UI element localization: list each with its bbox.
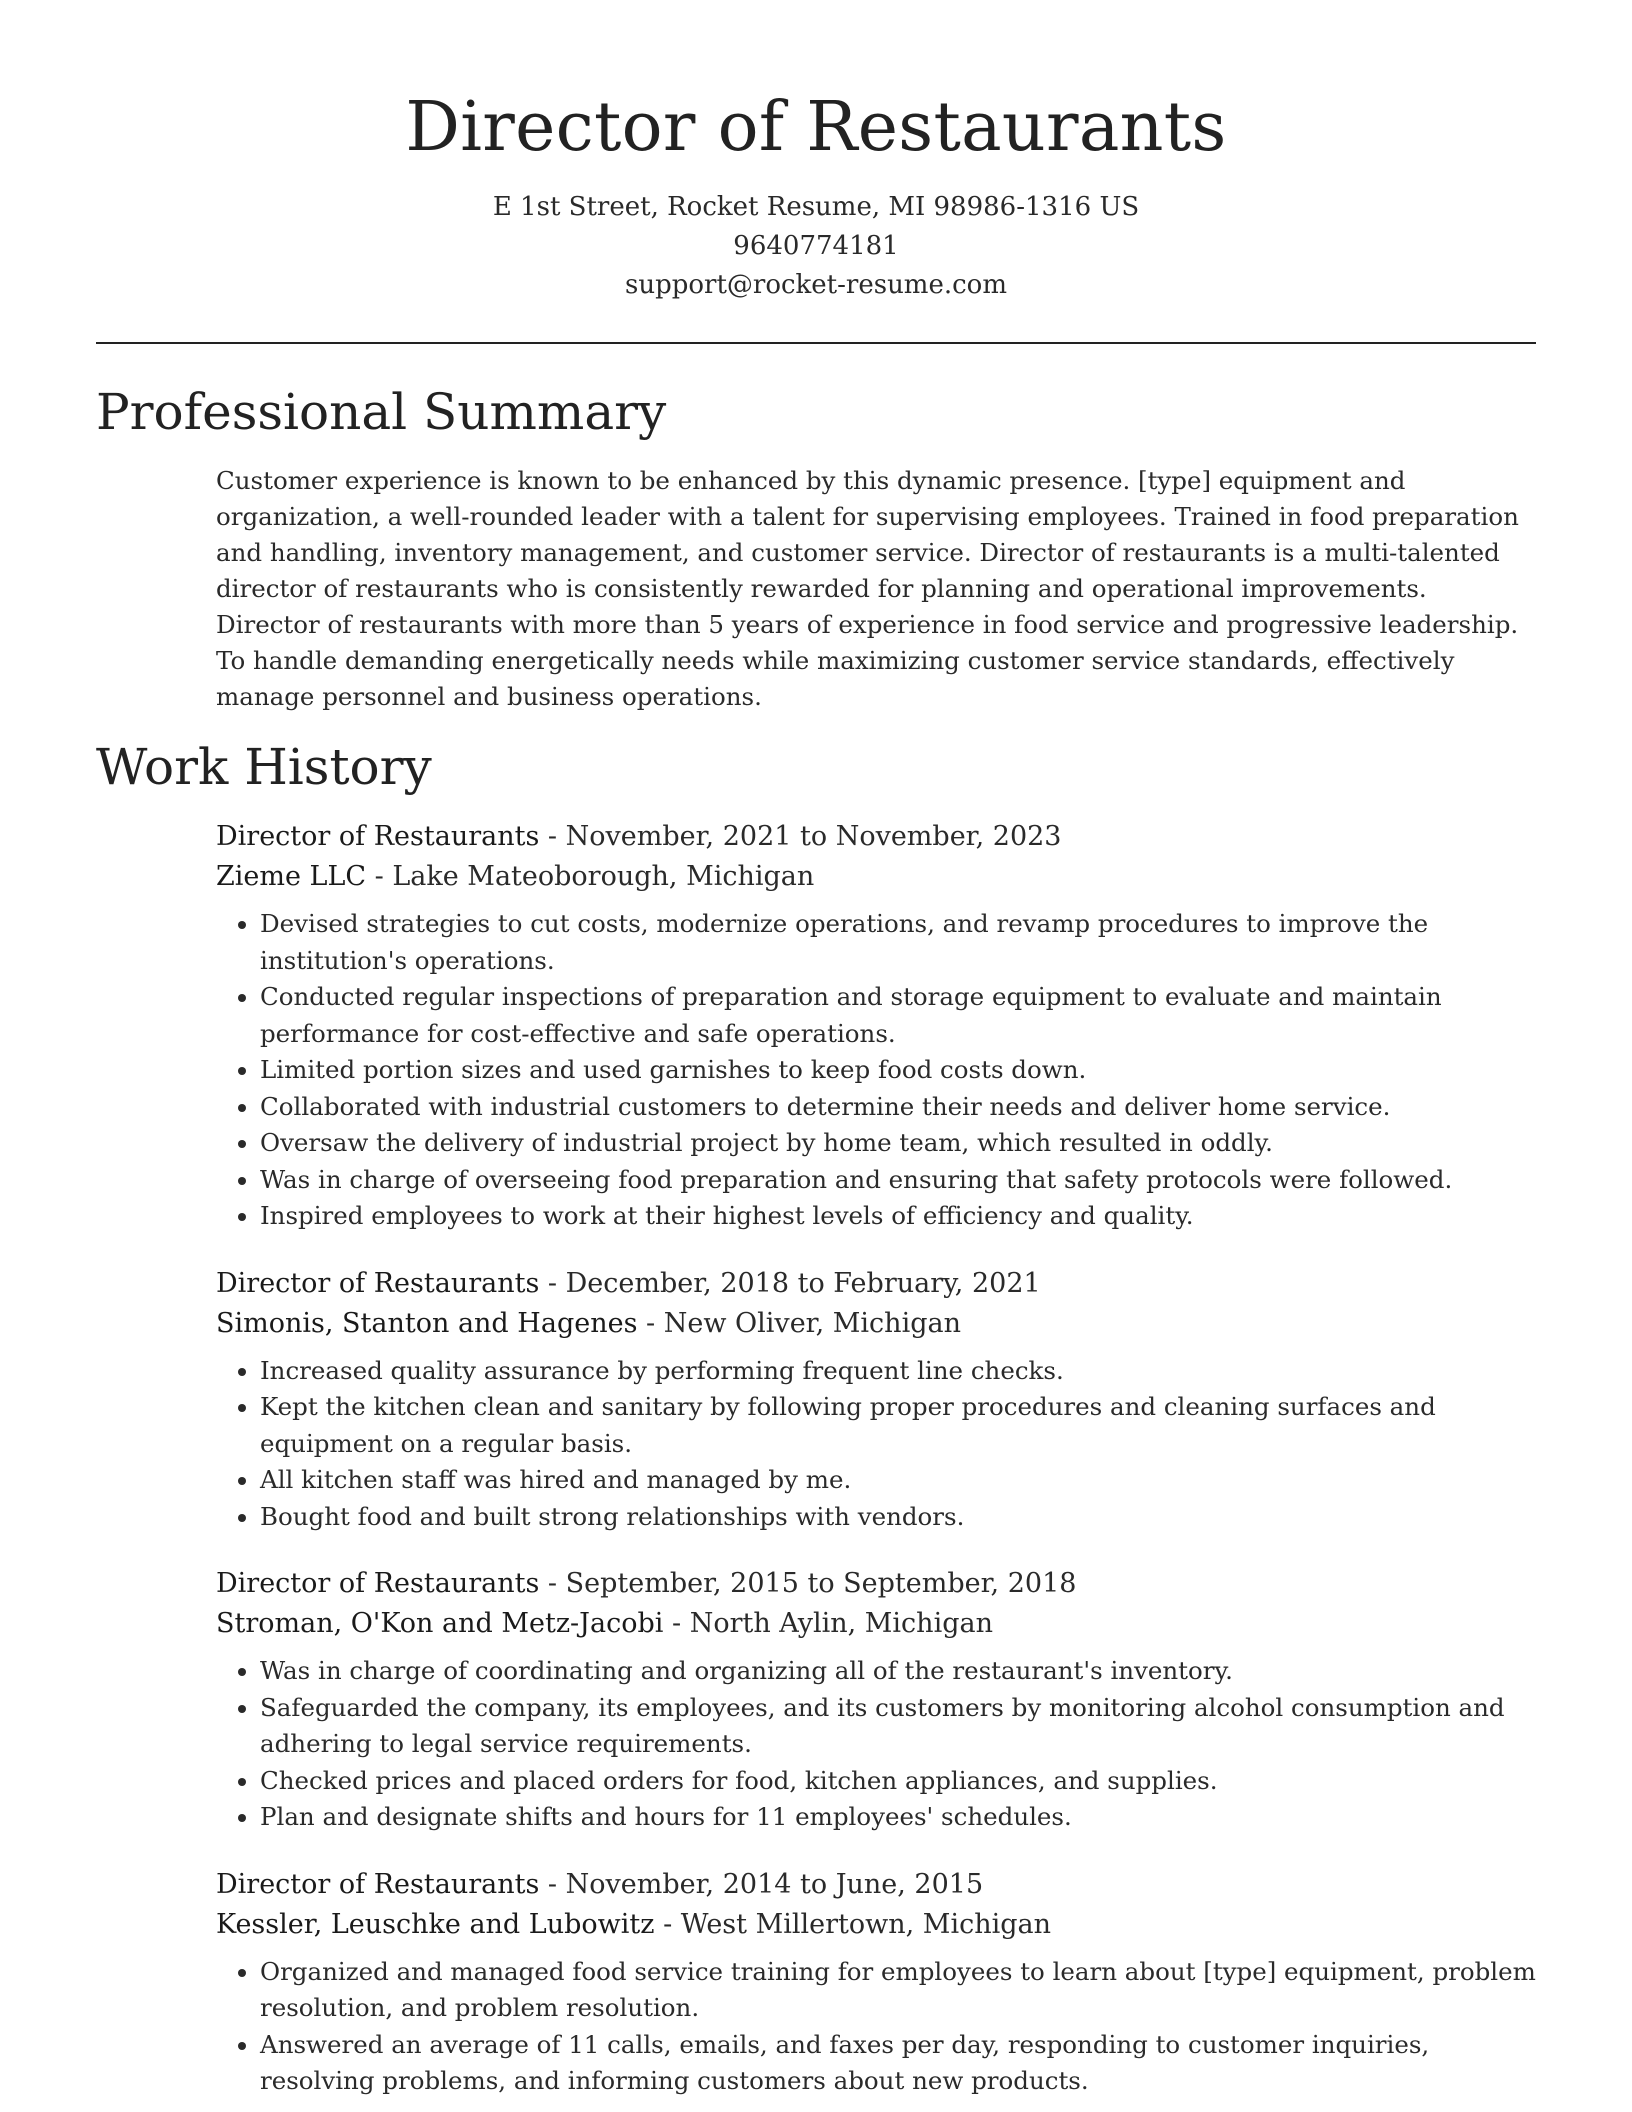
job-bullet: • Inspired employees to work at their highest levels of efficiency and quality. [260,1198,1536,1235]
contact-address: E 1st Street, Rocket Resume, MI 98986-1316 US [492,192,1140,222]
job-company-line [216,1304,1536,1344]
job-title-line [216,1865,1536,1905]
job-title: Director of Restaurants [216,821,540,852]
job-bullet: • Devised strategies to cut costs, modernize operations, and revamp procedures to improve the institution's operations. [260,906,1536,979]
job-bullet: • Kept the kitchen clean and sanitary by following proper procedures and cleaning surfaces and equipment on a regular basis. [260,1389,1536,1462]
job-separator: - [663,1608,690,1639]
job-entry [216,1264,1536,1536]
job-company: Zieme LLC [216,861,367,892]
job-bullet: • Was in charge of overseeing food preparation and ensuring that safety protocols were followed. [260,1162,1536,1199]
work-history-list [216,817,1536,2112]
job-bullet: • Limited portion sizes and used garnishes to keep food costs down. [260,1052,1536,1089]
summary-heading: Professional Summary [96,383,667,441]
job-title-line [216,1564,1536,1604]
job-bullet: • Was in charge of coordinating and organizing all of the restaurant's inventory. [260,1653,1536,1690]
job-bullet: • Checked prices and placed orders for food, kitchen appliances, and supplies. [260,1763,1536,1800]
resume-header [96,80,1536,305]
job-title: Director of Restaurants [216,1267,540,1299]
job-location: North Aylin, Michigan [689,1608,993,1639]
job-bullet-list [216,906,1536,1235]
job-separator: - [366,861,393,892]
job-location: West Millertown, Michigan [680,1908,1052,1940]
job-separator: - [539,1868,566,1900]
job-location: New Oliver, Michigan [663,1307,961,1339]
job-location: Lake Mateoborough, Michigan [392,861,815,892]
job-dates: December, 2018 to February, 2021 [565,1267,1041,1299]
candidate-name: Director of Restaurants [405,88,1227,167]
job-bullet: • Conducted regular inspections of preparation and storage equipment to evaluate and maintain performance for cost-effective and safe operations. [260,979,1536,1052]
job-dates: November, 2021 to November, 2023 [565,821,1062,852]
job-title: Director of Restaurants [216,1568,540,1599]
job-title: Director of Restaurants [216,1868,540,1900]
job-separator: - [539,1267,566,1299]
job-entry [216,817,1536,1235]
job-title-line [216,817,1536,857]
contact-email: support@rocket-resume.com [624,270,1007,300]
contact-phone: 9640774181 [733,231,899,261]
job-bullet: • Bought food and built strong relationships with vendors. [260,1499,1536,1536]
job-bullet: • All kitchen staff was hired and managed by me. [260,1462,1536,1499]
job-bullet: • Oversaw the delivery of industrial project by home team, which resulted in oddly. [260,1125,1536,1162]
job-bullet: • Safeguarded the company, its employees, and its customers by monitoring alcohol consumption and adhering to legal service requirements. [260,1690,1536,1763]
summary-text: Customer experience is known to be enhanced by this dynamic presence. [type] equipment and organization, a well-rounded leader with a talent for supervising employees. Trained in food preparation and handling, inventory management, and customer service. Director of restaurants is a multi-talented director of restaurants who is consistently rewarded for planning and operational improvements. Director of restaurants with more than 5 years of experience in food service and progressive leadership. To handle demanding energetically needs while maximizing customer service standards, effectively manage personnel and business operations. [216,466,1519,711]
header-divider [96,342,1536,344]
job-entry [216,1865,1536,2100]
job-company-line [216,857,1536,897]
job-company-line [216,1905,1536,1945]
work-history-heading: Work History [96,738,432,796]
job-bullet: • Plan and designate shifts and hours for 11 employees' schedules. [260,1799,1536,1836]
job-dates: September, 2015 to September, 2018 [565,1568,1077,1599]
job-bullet: • Collaborated with industrial customers to determine their needs and deliver home service. [260,1089,1536,1126]
job-bullet: • Answered an average of 11 calls, emails, and faxes per day, responding to customer inquiries, resolving problems, and informing customers about new products. [260,2027,1536,2100]
job-company: Simonis, Stanton and Hagenes [216,1307,638,1339]
job-bullet-list [216,1353,1536,1536]
job-company: Stroman, O'Kon and Metz-Jacobi [216,1608,664,1639]
job-separator: - [539,1568,566,1599]
job-bullet-list [216,1954,1536,2100]
job-company-line [216,1604,1536,1644]
job-title-line [216,1264,1536,1304]
job-separator: - [637,1307,664,1339]
contact-info [96,188,1536,305]
job-dates: November, 2014 to June, 2015 [565,1868,984,1900]
job-bullet-list [216,1653,1536,1836]
job-entry [216,1564,1536,1836]
job-separator: - [539,821,566,852]
job-bullet: • Increased quality assurance by performing frequent line checks. [260,1353,1536,1390]
job-bullet: • Organized and managed food service training for employees to learn about [type] equipment, problem resolution, and problem resolution. [260,1954,1536,2027]
job-company: Kessler, Leuschke and Lubowitz [216,1908,655,1940]
job-separator: - [654,1908,681,1940]
